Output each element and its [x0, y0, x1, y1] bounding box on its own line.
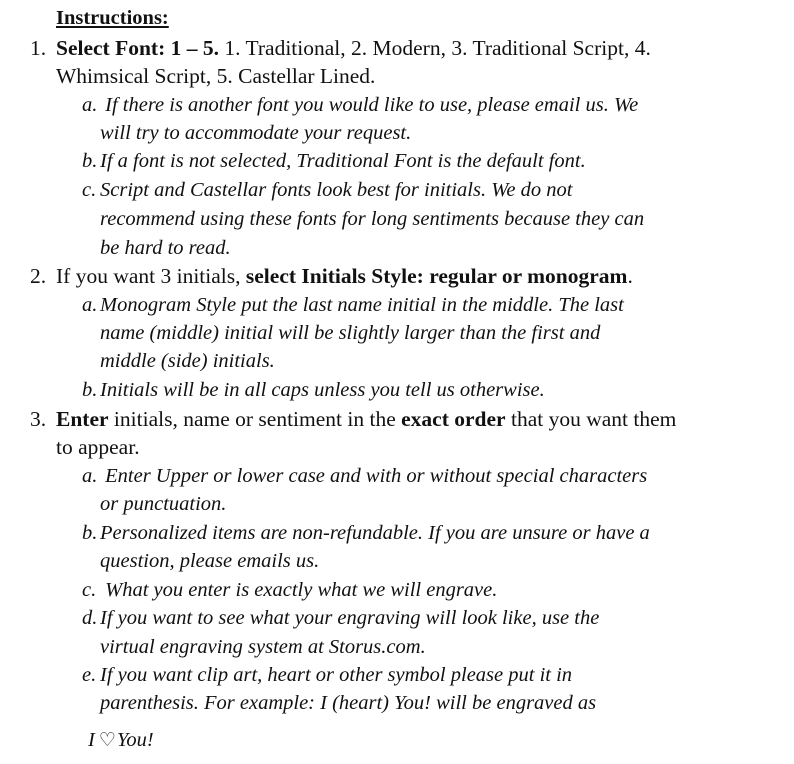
- item-1c-line-3: be hard to read.: [100, 237, 231, 259]
- item-1-line-2: Whimsical Script, 5. Castellar Lined.: [56, 64, 376, 88]
- bold-text: Enter: [56, 407, 109, 431]
- sub-letter: b.: [82, 379, 98, 401]
- sub-text: Personalized items are non-refundable. If you are unsure or have a: [100, 522, 650, 544]
- item-3d-line-1: [82, 604, 599, 633]
- item-1c-line-1: [82, 176, 572, 205]
- sub-text: Initials will be in all caps unless you tell us otherwise.: [100, 379, 545, 401]
- example-text: I: [88, 729, 95, 751]
- item-1-line-1: [30, 34, 651, 63]
- item-text: 1. Traditional, 2. Modern, 3. Traditional Script, 4.: [219, 36, 651, 60]
- sub-text: Script and Castellar fonts look best for initials. We do not: [100, 179, 573, 201]
- item-3a-line-1: [82, 462, 647, 491]
- sub-letter: d.: [82, 607, 98, 629]
- item-text: If you want 3 initials,: [56, 264, 246, 288]
- item-3d-line-2: virtual engraving system at Storus.com.: [100, 636, 426, 658]
- item-2a-line-2: name (middle) initial will be slightly larger than the first and: [100, 322, 601, 344]
- sub-text: Monogram Style put the last name initial in the middle. The last: [100, 294, 624, 316]
- item-3b-line-1: [82, 519, 650, 548]
- bold-text: select Initials Style: regular or monogram: [245, 264, 628, 288]
- item-text: initials, name or sentiment in the: [108, 407, 402, 431]
- item-3-line-1: [30, 405, 676, 434]
- item-1a-line-1: [82, 91, 638, 120]
- item-3e-line-1: [82, 661, 572, 690]
- sub-text: Enter Upper or lower case and with or without special characters: [100, 465, 648, 487]
- bold-text: Select Font: 1 – 5.: [56, 36, 220, 60]
- sub-letter: b.: [82, 522, 98, 544]
- item-3-line-2: to appear.: [56, 435, 140, 459]
- item-number: 1.: [30, 36, 47, 60]
- item-3e-line-2: parenthesis. For example: I (heart) You! will be engraved as: [100, 692, 597, 714]
- sub-text: If a font is not selected, Traditional Font is the default font.: [100, 150, 586, 172]
- item-1a-line-2: will try to accommodate your request.: [100, 122, 412, 144]
- sub-letter: c.: [82, 179, 97, 201]
- item-1c-line-2: recommend using these fonts for long sentiments because they can: [100, 208, 645, 230]
- sub-text: If you want to see what your engraving will look like, use the: [100, 607, 600, 629]
- sub-text: If there is another font you would like to use, please email us. We: [100, 94, 639, 116]
- sub-letter: e.: [82, 664, 97, 686]
- sub-letter: a.: [82, 465, 98, 487]
- bold-text: exact order: [401, 407, 506, 431]
- instructions-title: Instructions:: [56, 7, 169, 29]
- item-text: .: [627, 264, 633, 288]
- sub-letter: a.: [82, 94, 98, 116]
- item-1b-line-1: [82, 147, 586, 176]
- item-text: that you want them: [505, 407, 677, 431]
- item-number: 2.: [30, 264, 47, 288]
- item-3b-line-2: question, please emails us.: [100, 550, 320, 572]
- sub-letter: a.: [82, 294, 98, 316]
- item-number: 3.: [30, 407, 47, 431]
- engraving-example: [88, 726, 154, 755]
- sub-letter: c.: [82, 579, 97, 601]
- item-3c-line-1: [82, 576, 497, 605]
- item-2-line-1: [30, 262, 633, 291]
- sub-text: If you want clip art, heart or other symbol please put it in: [100, 664, 573, 686]
- item-2a-line-3: middle (side) initials.: [100, 350, 275, 372]
- item-2a-line-1: [82, 291, 624, 320]
- heart-icon: ♡: [98, 730, 116, 751]
- sub-letter: b.: [82, 150, 98, 172]
- example-text: You!: [116, 729, 154, 751]
- sub-text: What you enter is exactly what we will engrave.: [100, 579, 498, 601]
- item-3a-line-2: or punctuation.: [100, 493, 227, 515]
- item-2b-line-1: [82, 376, 545, 405]
